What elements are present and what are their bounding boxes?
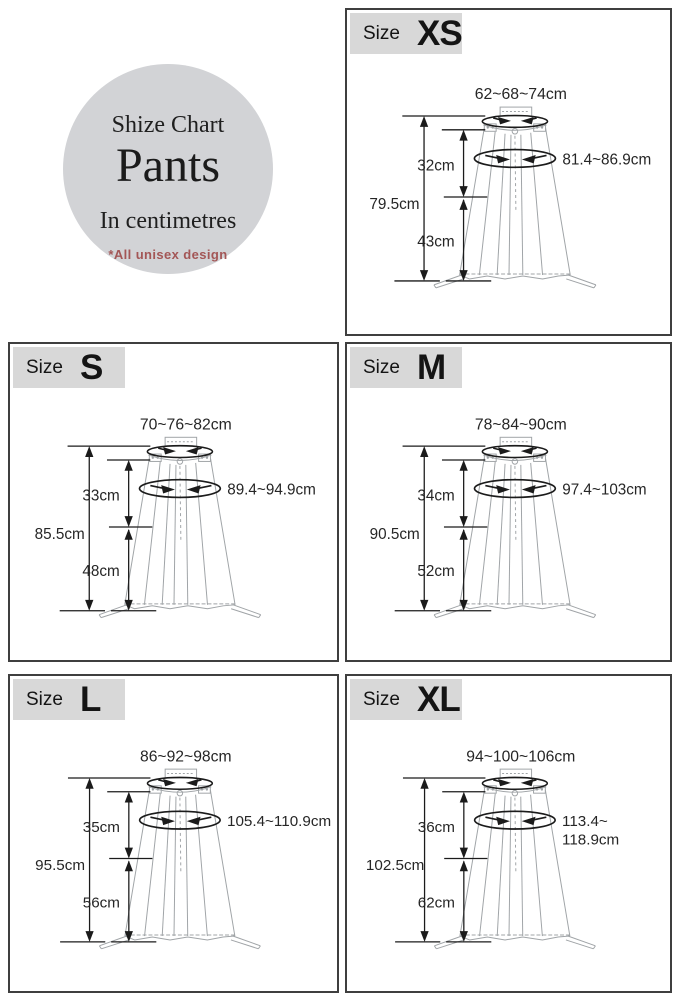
inseam-measurement-label: 52cm — [417, 563, 455, 581]
rise-measurement-label: 36cm — [417, 818, 455, 836]
pants-measurement-diagram — [347, 56, 670, 334]
hip-measurement-label-line1: 97.4~103cm — [562, 481, 647, 499]
waist-circumference-marker — [482, 777, 547, 789]
badge-subtitle: Shize Chart — [111, 112, 225, 138]
waist-measurement-label: 94~100~106cm — [466, 748, 576, 766]
length-measurement-label: 79.5cm — [369, 195, 420, 213]
size-word-label: Size — [26, 356, 63, 378]
size-word-label: Size — [363, 22, 400, 44]
size-code-label: XS — [416, 13, 462, 53]
length-measurement-label: 95.5cm — [35, 857, 86, 875]
length-measurement-label: 102.5cm — [365, 857, 425, 875]
pants-measurement-diagram — [10, 390, 337, 660]
size-panel-l — [8, 674, 339, 993]
size-panel-xs — [345, 8, 672, 336]
waist-measurement-label: 70~76~82cm — [139, 416, 232, 434]
inseam-measurement-label: 43cm — [417, 233, 455, 251]
rise-measurement-label: 32cm — [417, 157, 455, 175]
size-header — [350, 347, 462, 388]
hip-measurement-label-line1: 113.4~ — [562, 813, 608, 831]
pants-measurement-diagram — [347, 722, 670, 991]
rise-measurement-label: 35cm — [82, 818, 120, 836]
size-panel-xl — [345, 674, 672, 993]
inseam-measurement-label: 56cm — [82, 894, 120, 912]
size-word-label: Size — [26, 688, 63, 710]
waist-measurement-label: 62~68~74cm — [474, 86, 567, 104]
rise-measurement-label: 34cm — [417, 487, 455, 505]
inseam-measurement-label: 48cm — [82, 563, 120, 581]
size-code-label: XL — [416, 679, 460, 719]
waist-circumference-marker — [147, 777, 212, 789]
size-panel-m — [345, 342, 672, 662]
waist-circumference-marker — [482, 115, 547, 127]
rise-measurement-label: 33cm — [82, 487, 120, 505]
hip-circumference-marker — [475, 811, 556, 829]
size-word-label: Size — [363, 356, 400, 378]
pants-measurement-diagram — [10, 722, 337, 991]
length-measurement-label: 90.5cm — [369, 525, 420, 543]
size-panel-s — [8, 342, 339, 662]
hip-circumference-marker — [140, 811, 221, 829]
waist-circumference-marker — [482, 446, 547, 458]
title-badge — [63, 64, 273, 274]
badge-unisex-note: *All unisex design — [108, 247, 228, 262]
hip-circumference-marker — [475, 480, 556, 498]
badge-title: Pants — [115, 139, 220, 192]
length-measurement-label: 85.5cm — [34, 525, 85, 543]
hip-circumference-marker — [474, 150, 555, 168]
size-header — [350, 679, 462, 720]
pants-measurement-diagram — [347, 390, 670, 660]
size-code-label: M — [416, 347, 446, 387]
hip-measurement-label-line1: 105.4~110.9cm — [227, 813, 332, 831]
size-header — [350, 13, 462, 54]
hip-measurement-label-line1: 89.4~94.9cm — [227, 481, 316, 499]
waist-measurement-label: 78~84~90cm — [474, 416, 567, 434]
waist-circumference-marker — [147, 446, 212, 458]
size-header — [13, 679, 125, 720]
hip-measurement-label-line1: 81.4~86.9cm — [562, 151, 652, 169]
hip-measurement-label-line2: 118.9cm — [562, 831, 620, 849]
hip-circumference-marker — [140, 480, 221, 498]
badge-unit-label: In centimetres — [99, 208, 237, 234]
size-code-label: S — [79, 347, 103, 387]
size-word-label: Size — [363, 688, 400, 710]
inseam-measurement-label: 62cm — [417, 894, 455, 912]
size-code-label: L — [79, 679, 101, 719]
waist-measurement-label: 86~92~98cm — [139, 748, 232, 766]
size-header — [13, 347, 125, 388]
